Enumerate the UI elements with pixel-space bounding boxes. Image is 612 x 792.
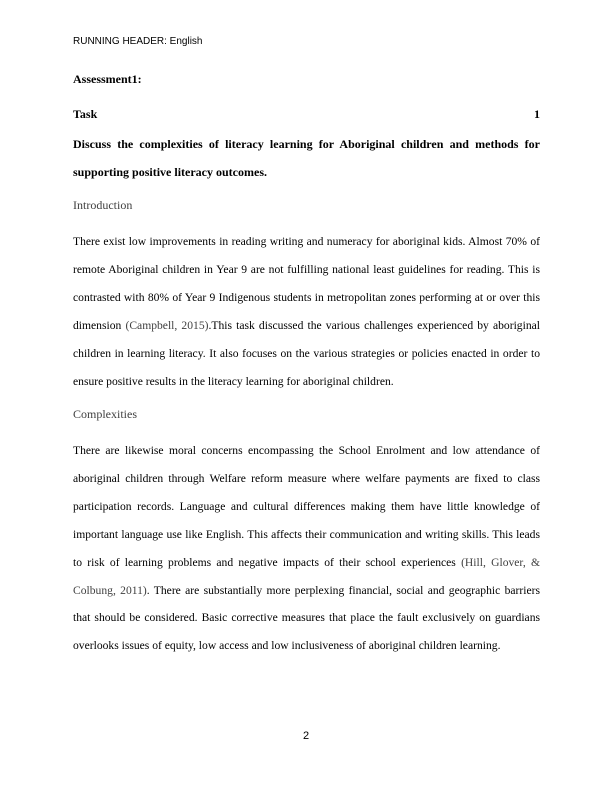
complexities-text: There are likewise moral concerns encompassing the School Enrolment and low attendance of aboriginal children through Welfare reform measure where welfare payments are fixed to class participation records. Language and cultural differences making them have little knowledge of important language use like English. This affects their communication and writing skills. This leads to risk of learning problems and negative impacts of their school experiences: [73, 444, 540, 569]
complexities-heading: Complexities: [73, 407, 137, 421]
assessment-title: Assessment1:: [73, 72, 142, 86]
task-row: [73, 107, 540, 122]
page-number: 2: [302, 730, 310, 742]
complexities-citation: (Hill, Glover, & Colbung, 2011): [73, 555, 540, 597]
introduction-citation: (Campbell, 2015): [125, 318, 209, 332]
task-label: Task: [73, 107, 98, 121]
introduction-heading: Introduction: [73, 198, 133, 212]
complexities-paragraph: [73, 437, 540, 660]
introduction-paragraph: [73, 228, 540, 395]
task-question: Discuss the complexities of literacy learning for Aboriginal children and methods for supporting positive literacy outcomes.: [73, 137, 540, 179]
introduction-text-continued: .This task discussed the various challenges experienced by aboriginal children in learning literacy. It also focuses on the various strategies or policies enacted in order to ensure positive results in the literacy learning for aboriginal children.: [73, 318, 540, 388]
running-header: RUNNING HEADER: English: [73, 36, 203, 47]
introduction-text: There exist low improvements in reading writing and numeracy for aboriginal kids. Almost 70% of remote Aboriginal children in Year 9 are not fulfilling national least guidelines for reading. This is contrasted with 80% of Year 9 Indigenous students in metropolitan zones performing at or over this dimension: [73, 235, 540, 332]
task-number: 1: [534, 107, 540, 121]
complexities-text-continued: . There are substantially more perplexing financial, social and geographic barriers that should be considered. Basic corrective measures that place the fault exclusively on guardians overlooks issues of equity, low access and low inclusiveness of aboriginal children learning.: [73, 583, 540, 653]
